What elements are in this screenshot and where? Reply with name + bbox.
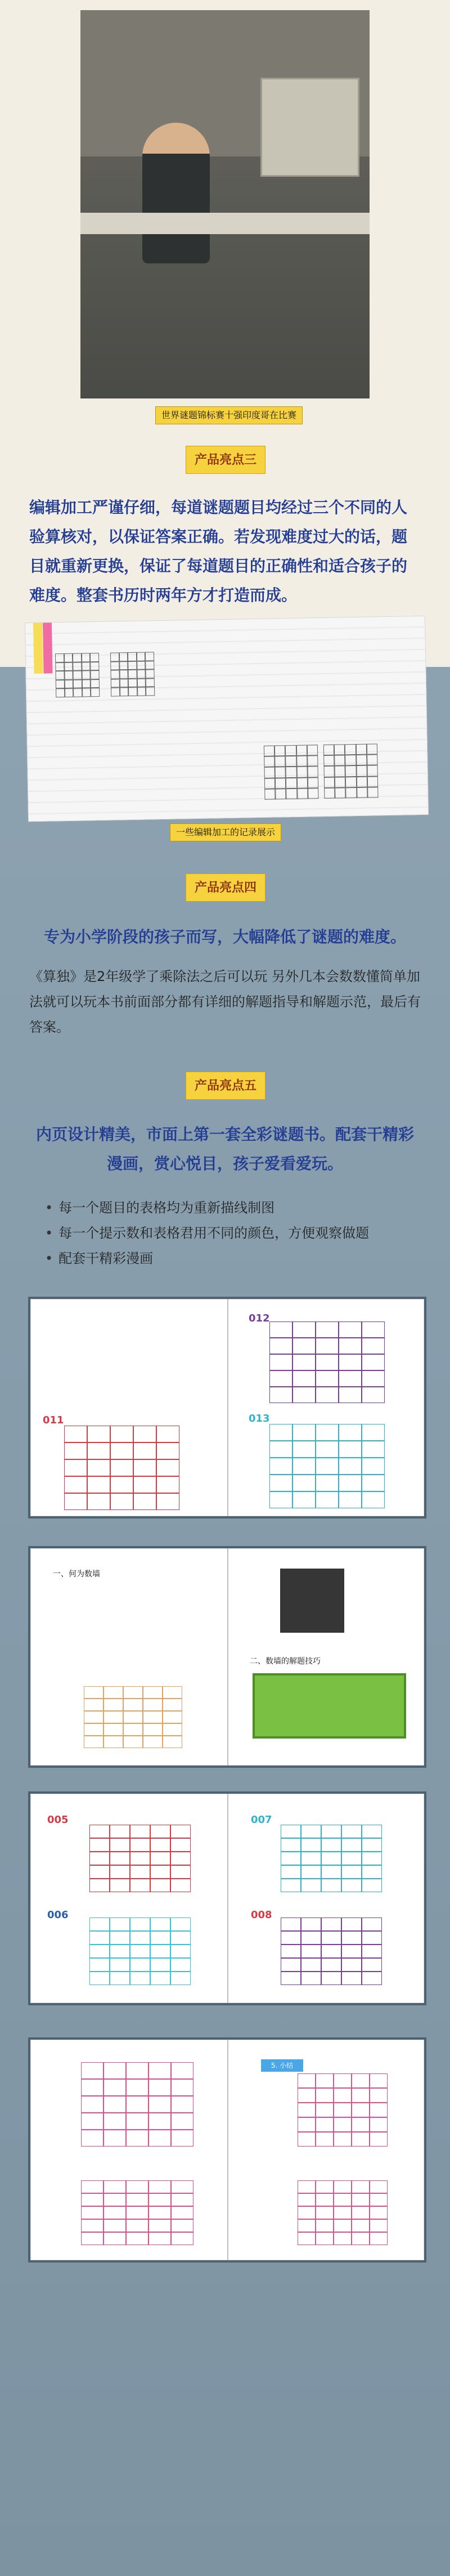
- feature-item: • 每一个题目的表格均为重新描线制图: [45, 1195, 405, 1221]
- competition-photo: [80, 10, 370, 398]
- puzzle-number: 008: [251, 1909, 272, 1921]
- sample-pages-2: [28, 1546, 426, 1768]
- section-body-4: 《算独》是2年级学了乘除法之后可以玩 另外几本会数数懂简单加法就可以玩本书前面部分都有详细的解题指导和解题示范，最后有答案。: [29, 969, 421, 1035]
- section-title-5: 产品亮点五: [186, 1072, 266, 1100]
- section-text-4: 专为小学阶段的孩子而写，大幅降低了谜题的难度。: [43, 928, 406, 946]
- section-text-5: 内页设计精美，市面上第一套全彩谜题书。配套干精彩漫画，赏心悦目，孩子爱看爱玩。: [35, 1125, 414, 1173]
- puzzle-number: 013: [249, 1413, 270, 1424]
- sample-pages-3: [28, 1791, 426, 2005]
- puzzle-number: 005: [47, 1814, 69, 1826]
- editing-caption: 一些编辑加工的记录展示: [170, 823, 281, 841]
- feature-item: • 每一个提示数和表格君用不同的颜色，方便观察做题: [45, 1221, 405, 1246]
- section-title-4: 产品亮点四: [186, 873, 266, 902]
- feature-list: [45, 1195, 405, 1277]
- page-heading: 二、数墙的解题技巧: [250, 1657, 321, 1666]
- photo-caption: 世界谜题锦标赛十强印度哥在比赛: [155, 406, 303, 424]
- section-title-3: 产品亮点三: [186, 446, 266, 474]
- sample-pages-1: [28, 1297, 426, 1518]
- puzzle-number: 007: [251, 1814, 272, 1826]
- puzzle-number: 011: [43, 1414, 64, 1426]
- sample-pages-4: [28, 2037, 426, 2263]
- page-tag: 5. 小结: [261, 2059, 303, 2072]
- section-text-3: 编辑加工严谨仔细，每道谜题题目均经过三个不同的人验算核对，以保证答案正确。若发现难度过大的话，题目就重新更换，保证了每道题目的正确性和适合孩子的难度。整套书历时两年方才打造而成。: [29, 498, 408, 604]
- puzzle-number: 006: [47, 1909, 69, 1921]
- feature-item: • 配套干精彩漫画: [45, 1246, 405, 1271]
- editing-record-image: [25, 616, 429, 822]
- page-heading: 一、何为数墙: [53, 1570, 100, 1579]
- puzzle-number: 012: [249, 1312, 270, 1324]
